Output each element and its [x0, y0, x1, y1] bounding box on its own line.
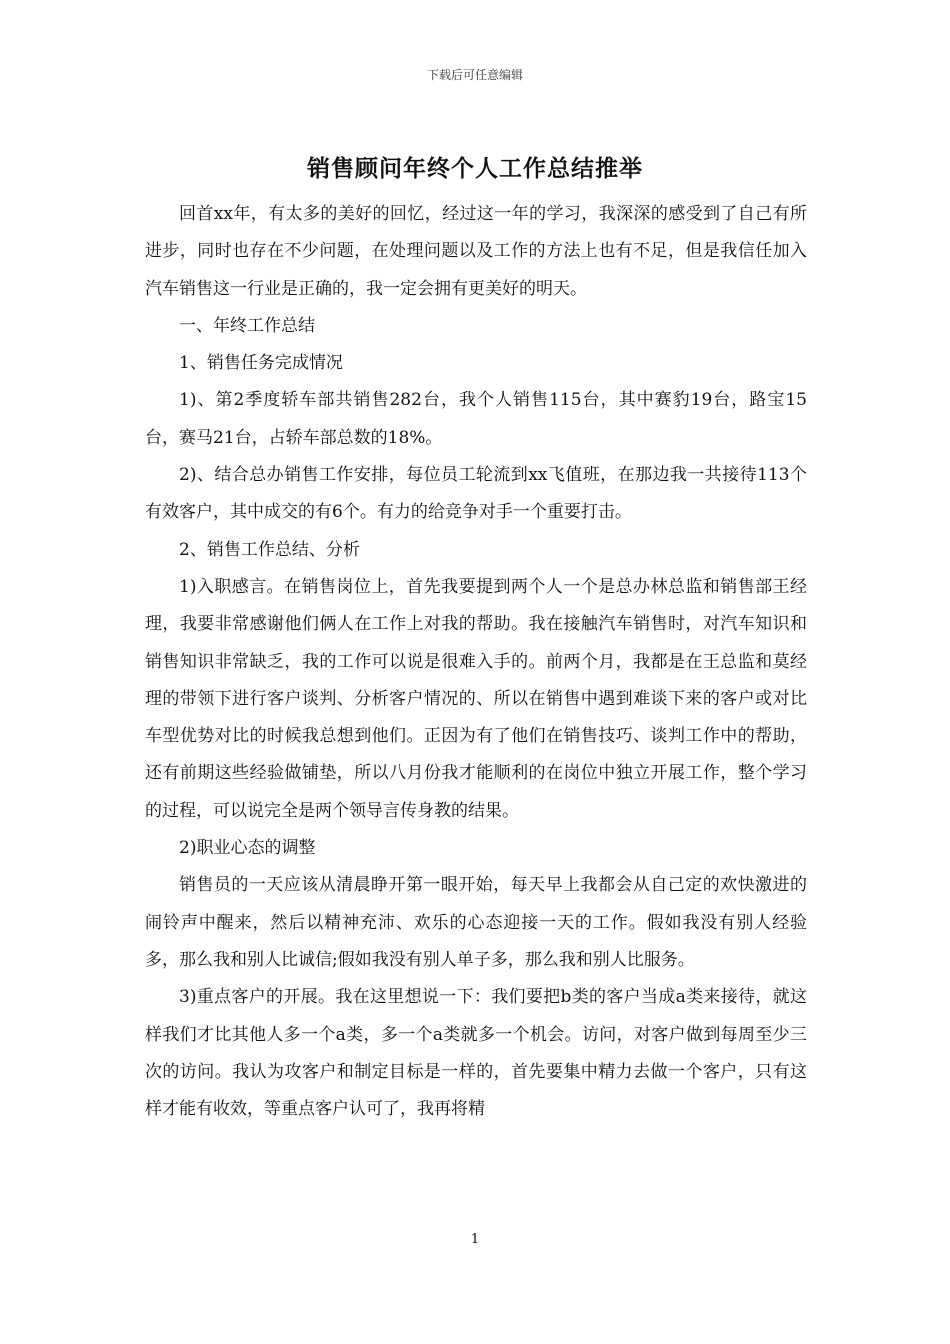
- subsection-heading-2: 2、销售工作总结、分析: [179, 539, 360, 560]
- paragraph-sales-figures: 1)、第2季度轿车部共销售282台，我个人销售115台，其中赛豹19台，路宝15台，赛马21台，占轿车部总数的18%。: [145, 390, 807, 448]
- document-title: 销售顾问年终个人工作总结推举: [307, 156, 643, 182]
- page-number: 1: [470, 1232, 480, 1247]
- paragraph-mindset: 销售员的一天应该从清晨睁开第一眼开始，每天早上我都会从自己定的欢快激进的闹铃声中醒来，然后以精神充沛、欢乐的心态迎接一天的工作。假如我没有别人经验多，那么我和别人比诚信;假如我没有别人单子多，那么我和别人比服务。: [145, 875, 807, 970]
- paragraph-onboarding: 1)入职感言。在销售岗位上，首先我要提到两个人一个是总办林总监和销售部王经理，我要非常感谢他们俩人在工作上对我的帮助。我在接触汽车销售时，对汽车知识和销售知识非常缺乏，我的工作可以说是很难入手的。前两个月，我都是在王总监和莫经理的带领下进行客户谈判、分析客户情况的、所以在销售中遇到难谈下来的客户或对比车型优势对比的时候我总想到他们。正因为有了他们在销售技巧、谈判工作中的帮助，还有前期这些经验做铺垫，所以八月份我才能顺利的在岗位中独立开展工作，整个学习的过程，可以说完全是两个领导言传身教的结果。: [145, 576, 807, 821]
- paragraph-intro: 回首xx年，有太多的美好的回忆，经过这一年的学习，我深深的感受到了自己有所进步，同时也存在不少问题，在处理问题以及工作的方法上也有不足，但是我信任加入汽车销售这一行业是正确的，我一定会拥有更美好的明天。: [145, 204, 807, 299]
- section-heading-1: 一、年终工作总结: [179, 315, 315, 336]
- paragraph-duty-shift: 2)、结合总办销售工作安排，每位员工轮流到xx飞值班，在那边我一共接待113个有效客户，其中成交的有6个。有力的给竞争对手一个重要打击。: [145, 465, 807, 523]
- subsection-heading-1: 1、销售任务完成情况: [179, 353, 343, 374]
- paragraph-mindset-heading: 2)职业心态的调整: [179, 838, 316, 859]
- header-note: 下载后可任意编辑: [426, 68, 523, 82]
- paragraph-key-clients: 3)重点客户的开展。我在这里想说一下：我们要把b类的客户当成a类来接待，就这样我们才比其他人多一个a类，多一个a类就多一个机会。访问，对客户做到每周至少三次的访问。我认为攻客户和制定目标是一样的，首先要集中精力去做一个客户，只有这样才能有收效，等重点客户认可了，我再将精: [145, 987, 807, 1120]
- document-body: [145, 196, 807, 1128]
